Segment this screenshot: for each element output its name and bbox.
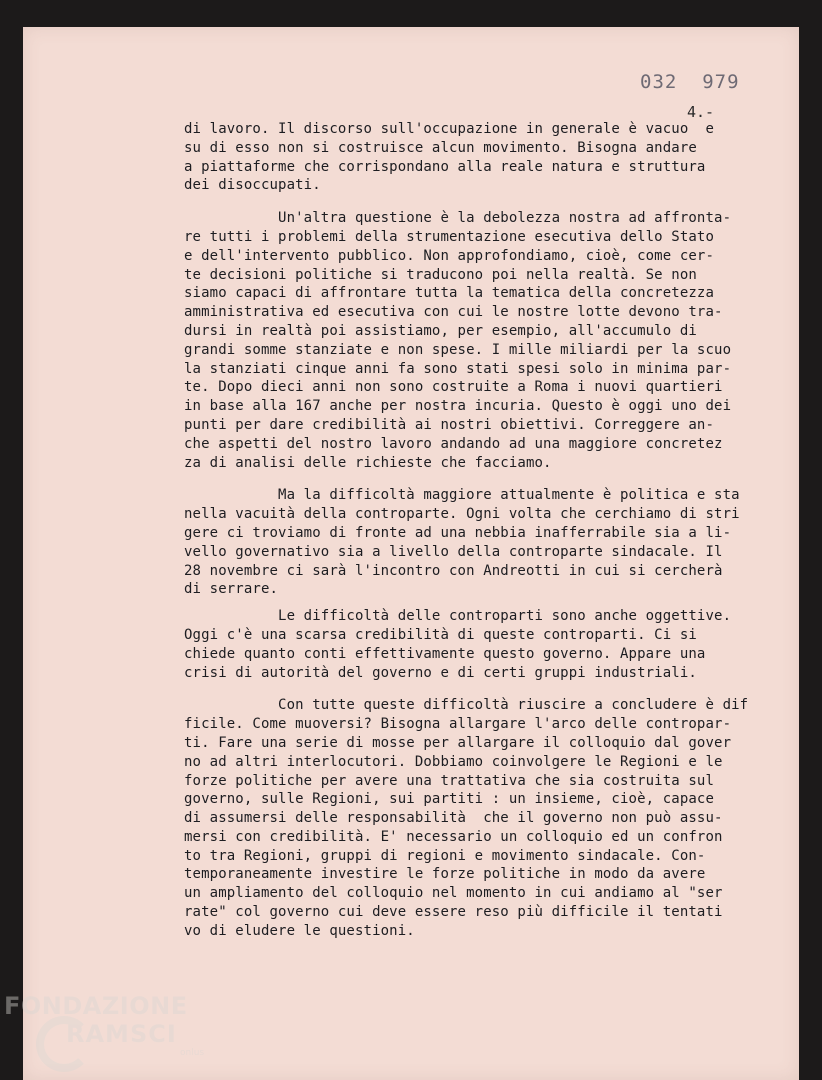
paragraph-gap: [184, 599, 794, 607]
paragraph-5: Con tutte queste difficoltà riuscire a concludere è dif ficile. Come muoversi? Bisogna allargare l'arco delle contropar- ti. Fare una serie di mosse per allargare il colloquio dal gover no ad altri interlocutori. Dobbiamo coinvolgere le Regioni e le forze politiche per avere una trattativa che sia costruita sul governo, sulle Regioni, sui partiti : un insieme, cioè, capace di assumersi delle responsabilità che il governo non può assu- mersi con credibilità. E' necessario un colloquio ed un confron to tra Regioni, gruppi di regioni e movimento sindacale. Con- temporaneamente investire le forze politiche in modo da avere un ampliamento del colloquio nel momento in cui andiamo al "ser rate" col governo cui deve essere reso più difficile il tentati vo di eludere le questioni.: [184, 697, 749, 939]
paragraph-gap: [184, 472, 794, 486]
watermark-sub: onlus: [180, 1048, 205, 1058]
fondazione-gramsci-watermark: [4, 992, 204, 1072]
paragraph-3: Ma la difficoltà maggiore attualmente è politica e sta nella vacuità della controparte. Ogni volta che cerchiamo di stri gere ci troviamo di fronte ad una nebbia inafferrabile sia a li- vello governativo sia a livello della controparte sindacale. Il 28 novembre ci sarà l'incontro con Andreotti in cui si cercherà di serrare.: [184, 487, 740, 598]
typed-text-body: [184, 120, 794, 941]
paragraph-gap: [184, 195, 794, 209]
paragraph-gap: [184, 682, 794, 696]
paragraph-1: di lavoro. Il discorso sull'occupazione in generale è vacuo e su di esso non si costruisce alcun movimento. Bisogna andare a piattaforme che corrispondano alla reale natura e struttura dei disoccupati.: [184, 121, 715, 194]
paragraph-4: Le difficoltà delle controparti sono anche oggettive. Oggi c'è una scarsa credibilità di queste controparti. Ci si chiede quanto conti effettivamente questo governo. Appare una crisi di autorità del governo e di certi gruppi industriali.: [184, 608, 732, 681]
watermark-line-2: RAMSCI: [66, 1020, 177, 1048]
paragraph-2: Un'altra questione è la debolezza nostra ad affronta- re tutti i problemi della strumentazione esecutiva dello Stato e dell'intervento pubblico. Non approfondiamo, cioè, come cer- te decisioni politiche si traducono poi nella realtà. Se non siamo capaci di affrontare tutta la tematica della concretezza amministrativa ed esecutiva con cui le nostre lotte devono tra- dursi in realtà poi assistiamo, per esempio, all'accumulo di grandi somme stanziate e non spese. I mille miliardi per la scuo la stanziati cinque anni fa sono stati spesi solo in minima par- te. Dopo dieci anni non sono costruite a Roma i nuovi quartieri in base alla 167 anche per nostra incuria. Questo è oggi uno dei punti per dare credibilità ai nostri obiettivi. Correggere an- che aspetti del nostro lavoro andando ad una maggiore concretez za di analisi delle richieste che facciamo.: [184, 210, 732, 471]
watermark-line-1: FONDAZIONE: [4, 992, 188, 1020]
page-number: 4.-: [687, 103, 715, 121]
archive-number: 032 979: [640, 71, 740, 93]
